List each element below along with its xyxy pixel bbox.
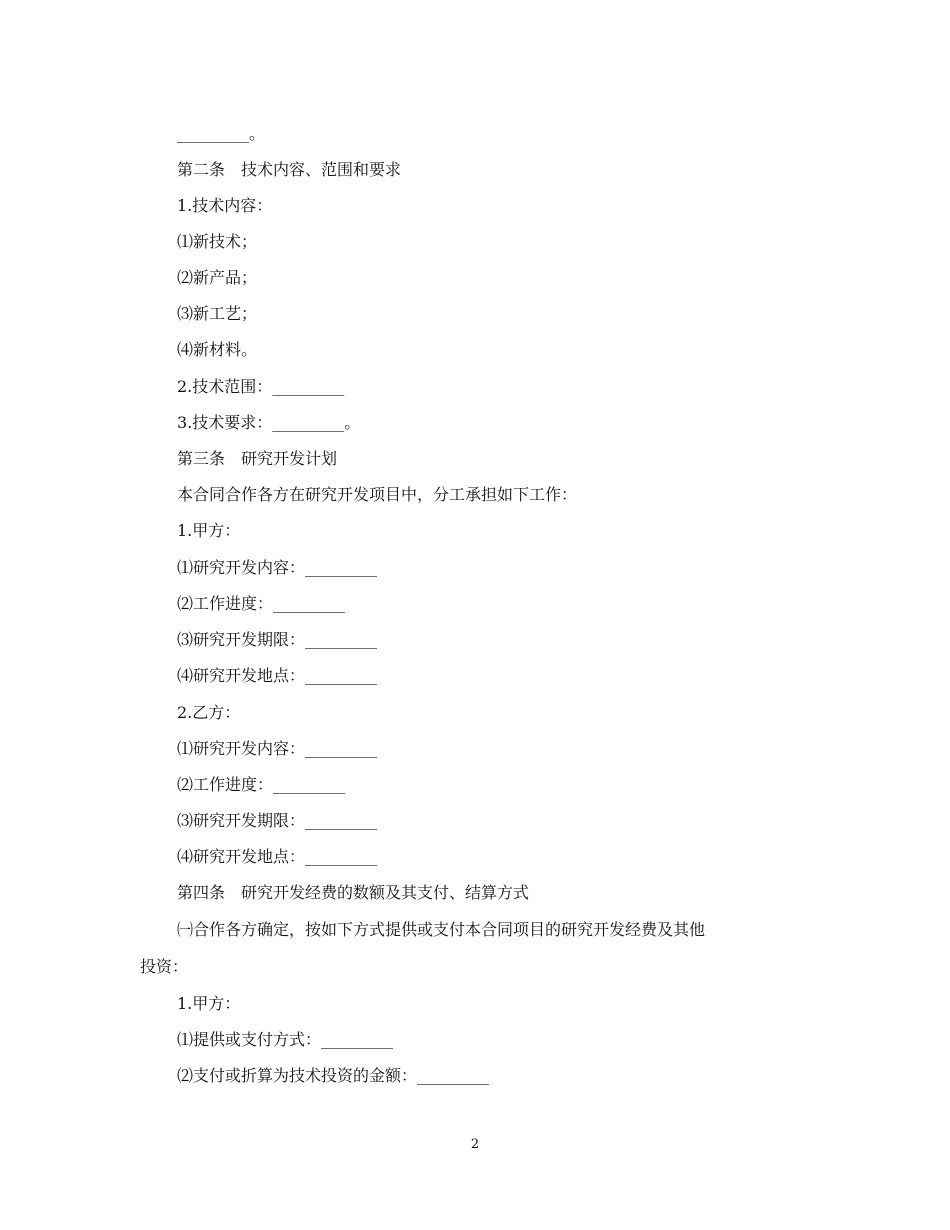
party-a-progress: ⑵工作进度：_________ xyxy=(177,594,346,613)
party-b-location: ⑷研究开发地点：_________ xyxy=(177,847,378,866)
party-a-location: ⑷研究开发地点：_________ xyxy=(177,666,378,685)
funding-paragraph: ㈠合作各方确定，按如下方式提供或支付本合同项目的研究开发经费及其他 xyxy=(177,920,706,939)
article-3-heading: 第三条 研究开发计划 xyxy=(177,449,338,468)
funding-method: ⑴提供或支付方式：_________ xyxy=(177,1030,394,1049)
tech-requirements: 3.技术要求：_________。 xyxy=(177,413,361,432)
tech-item-4: ⑷新材料。 xyxy=(177,340,258,359)
party-a-content: ⑴研究开发内容：_________ xyxy=(177,558,378,577)
funding-party-a-label: 1.甲方： xyxy=(177,994,241,1013)
article-4-heading: 第四条 研究开发经费的数额及其支付、结算方式 xyxy=(177,883,530,902)
tech-item-3: ⑶新工艺； xyxy=(177,304,258,323)
funding-amount: ⑵支付或折算为技术投资的金额：_________ xyxy=(177,1066,490,1085)
division-of-work: 本合同合作各方在研究开发项目中，分工承担如下工作： xyxy=(177,485,578,504)
tech-content-label: 1.技术内容： xyxy=(177,196,273,215)
party-b-period: ⑶研究开发期限：_________ xyxy=(177,811,378,830)
blank-line-end: _________。 xyxy=(177,124,266,143)
tech-item-2: ⑵新产品； xyxy=(177,268,258,287)
party-b-progress: ⑵工作进度：_________ xyxy=(177,775,346,794)
page-number: 2 xyxy=(470,1137,480,1152)
tech-scope: 2.技术范围：_________ xyxy=(177,377,345,396)
article-2-heading: 第二条 技术内容、范围和要求 xyxy=(177,160,402,179)
party-b-content: ⑴研究开发内容：_________ xyxy=(177,739,378,758)
party-a-period: ⑶研究开发期限：_________ xyxy=(177,630,378,649)
tech-item-1: ⑴新技术； xyxy=(177,232,258,251)
party-a-label: 1.甲方： xyxy=(177,521,241,540)
funding-paragraph-continued: 投资： xyxy=(140,957,189,976)
party-b-label: 2.乙方： xyxy=(177,703,241,722)
